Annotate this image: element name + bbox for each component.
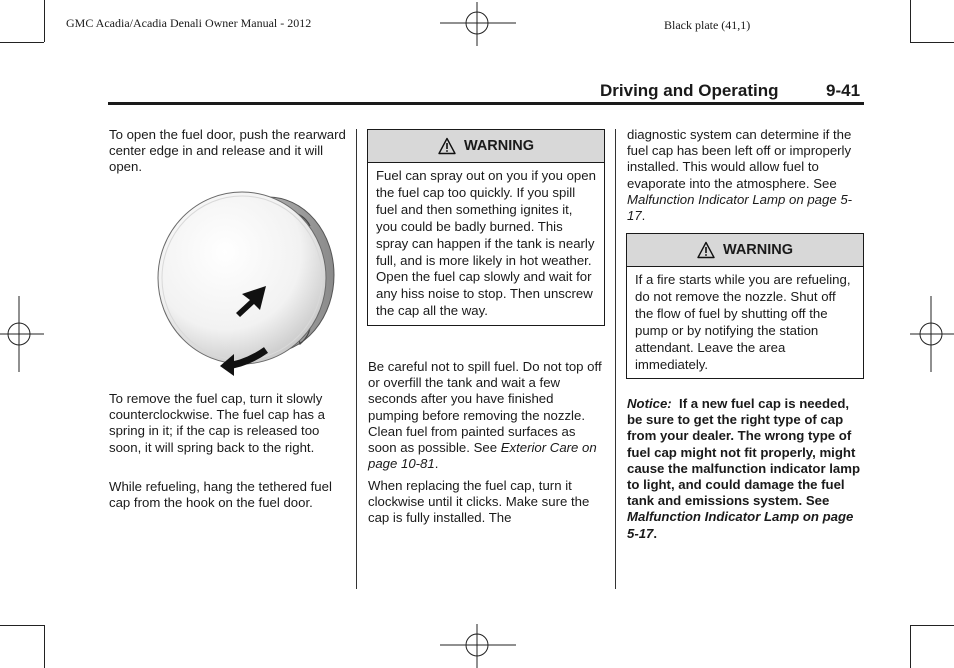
paragraph [368, 478, 606, 527]
column-divider [356, 129, 357, 589]
column-divider [615, 129, 616, 589]
warning-icon [438, 137, 456, 155]
cross-reference-link[interactable]: Malfunction Indicator Lamp on page 5-17 [627, 509, 854, 541]
plate-label: Black plate (41,1) [664, 18, 751, 32]
warning-header [627, 234, 863, 267]
fuel-cap-illustration [150, 190, 350, 380]
section-title: Driving and Operating [600, 81, 779, 100]
paragraph-text: To remove the fuel cap, turn it slowly counterclockwise. The fuel cap has a spring in it; if the cap is released too soon, it will spring back to the right. [109, 391, 326, 455]
paragraph-text: While refueling, hang the tethered fuel cap from the hook on the fuel door. [109, 479, 332, 511]
page-number: 9-41 [826, 81, 861, 100]
warning-text: If a fire starts while you are refueling, do not remove the nozzle. Shut off the flow of fuel by shutting off the pump or by notifying the station attendant. Leave the area immediately. [635, 272, 851, 372]
paragraph [109, 391, 349, 456]
paragraph-text: When replacing the fuel cap, turn it clockwise until it clicks. Make sure the cap is fully installed. The [368, 478, 590, 526]
paragraph-text: To open the fuel door, push the rearward center edge in and release and it will open. [109, 127, 346, 175]
paragraph-text: diagnostic system can determine if the fuel cap has been left off or improperly installed. This would allow fuel to evaporate into the atmosphere. See [627, 127, 852, 191]
cross-reference-link[interactable]: Malfunction Indicator Lamp on page 5-17 [627, 191, 853, 224]
warning-icon [697, 241, 715, 259]
registration-mark-right [910, 296, 954, 372]
notice-paragraph: Notice: If a new fuel cap is needed, be sure to get the right type of cap from your dealer. The wrong type of fuel cap might not fit properly, might cause the malfunction indicator lamp to light, and could damage the fuel tank and emissions system. See Malfunction Indicator Lamp on page 5-17. [627, 396, 861, 541]
paragraph [109, 479, 349, 511]
section-rule [108, 102, 864, 105]
paragraph: diagnostic system can determine if the fuel cap has been left off or improperly installed. This would allow fuel to evaporate into the atmosphere. See Malfunction Indicator Lamp on page 5-17. [627, 127, 853, 224]
paragraph-text: Be careful not to spill fuel. Do not top off or overfill the tank and wait a few seconds after you have finished pumping before removing the nozzle. Clean fuel from painted surfaces as soon as possible. See [368, 359, 602, 456]
registration-mark-top [440, 2, 516, 46]
warning-label: WARNING [463, 138, 535, 154]
warning-box [367, 129, 605, 326]
cross-reference-link[interactable]: Exterior Care on page 10-81 [368, 440, 597, 472]
warning-text: Fuel can spray out on you if you open the fuel cap too quickly. If you spill fuel and then something ignites it, you could be badly burned. This spray can happen if the tank is nearly full, and is more likely in hot weather. Open the fuel cap slowly and wait for any hiss noise to stop. Then unscrew the cap all the way. [376, 168, 596, 319]
registration-mark-bottom [440, 624, 516, 668]
warning-label: WARNING [722, 242, 794, 258]
notice-label: Notice: [627, 396, 672, 411]
warning-header [368, 130, 604, 163]
paragraph: Be careful not to spill fuel. Do not top off or overfill the tank and wait a few seconds after you have finished pumping before removing the nozzle. Clean fuel from painted surfaces as soon as possible. See Exterior Care on page 10-81. [368, 359, 602, 472]
manual-title: GMC Acadia/Acadia Denali Owner Manual - 2012 [66, 16, 312, 30]
registration-mark-left [0, 296, 44, 372]
notice-text: If a new fuel cap is needed, be sure to get the right type of cap from your dealer. The wrong type of fuel cap might not fit properly, might cause the malfunction indicator lamp to light, and could damage the fuel tank and emissions system. See [627, 396, 861, 509]
paragraph [109, 127, 349, 176]
warning-box [626, 233, 864, 379]
